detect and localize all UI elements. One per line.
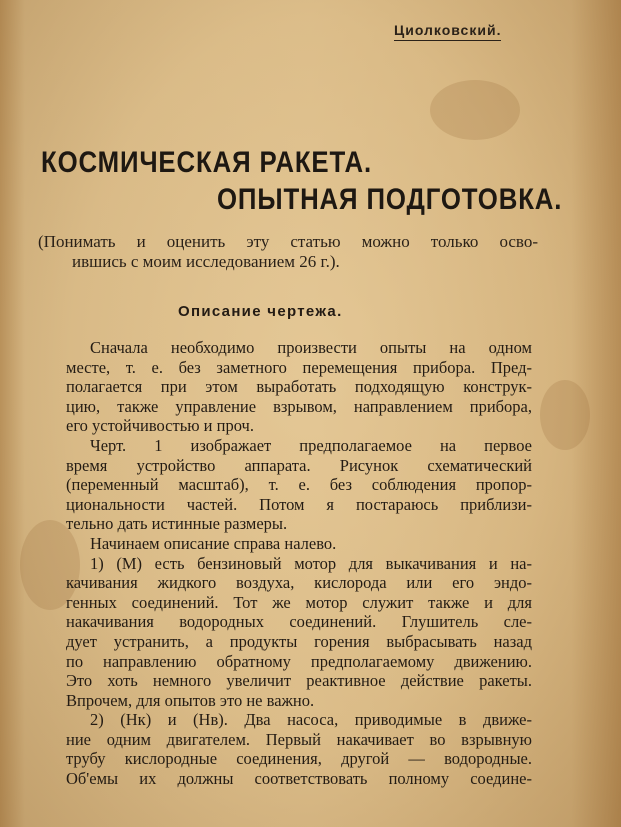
text-line: Впрочем, для опытов это не важно. [66, 690, 315, 710]
note-line-1: (Понимать и оценить эту статью можно только осво- [38, 232, 538, 251]
text-line: полагается при этом выработать подходящую конструк- [66, 377, 532, 397]
text-line: качивания жидкого воздуха, кислорода или его эндо- [66, 573, 532, 593]
text-line: Об'емы их должны соответствовать полному соедине- [66, 769, 532, 789]
text-line: накачивания водородных соединений. Глушитель сле- [66, 612, 532, 632]
text-line: цию, также управление взрывом, направлением прибора, [66, 396, 532, 416]
text-line: ние одним двигателем. Первый накачивает во взрывную [66, 729, 532, 749]
stain [540, 380, 590, 450]
title-line-2: ОПЫТНАЯ ПОДГОТОВКА. [217, 183, 563, 216]
text-line: Это хоть немного увеличит реактивное действие ракеты. [66, 671, 532, 691]
text-line: Черт. 1 изображает предполагаемое на первое [90, 435, 532, 455]
body-text [66, 338, 532, 789]
text-line: по направлению обратному предполагаемому движению. [66, 651, 532, 671]
text-line: генных соединений. Тот же мотор служит также и для [66, 592, 532, 612]
text-line: трубу кислородные соединения, другой — водородные. [66, 749, 532, 769]
text-line: время устройство аппарата. Рисунок схематический [66, 455, 532, 475]
text-line: 1) (М) есть бензиновый мотор для выкачивания и на- [90, 553, 532, 573]
introductory-note [38, 232, 538, 272]
text-line: Начинаем описание справа налево. [90, 533, 337, 553]
text-line: 2) (Нк) и (Нв). Два насоса, приводимые в движе- [90, 710, 532, 730]
text-line: тельно дать истинные размеры. [66, 514, 288, 534]
text-line: его устойчивостью и проч. [66, 416, 254, 436]
text-line: циональности частей. Потом я постараюсь приблизи- [66, 494, 532, 514]
note-line-2: ившись с моим исследованием 26 г.). [72, 252, 340, 271]
text-line: месте, т. е. без заметного перемещения прибора. Пред- [66, 357, 532, 377]
text-line: Сначала необходимо произвести опыты на одном [90, 338, 532, 357]
text-line: (переменный масштаб), т. е. без соблюдения пропор- [66, 475, 532, 495]
section-title: Описание чертежа. [178, 303, 343, 320]
text-line: дует устранить, а продукты горения выбрасывать назад [66, 631, 532, 651]
title-line-1: КОСМИЧЕСКАЯ РАКЕТА. [41, 146, 373, 179]
stain [430, 80, 520, 140]
author-name: Циолковский. [394, 22, 501, 41]
